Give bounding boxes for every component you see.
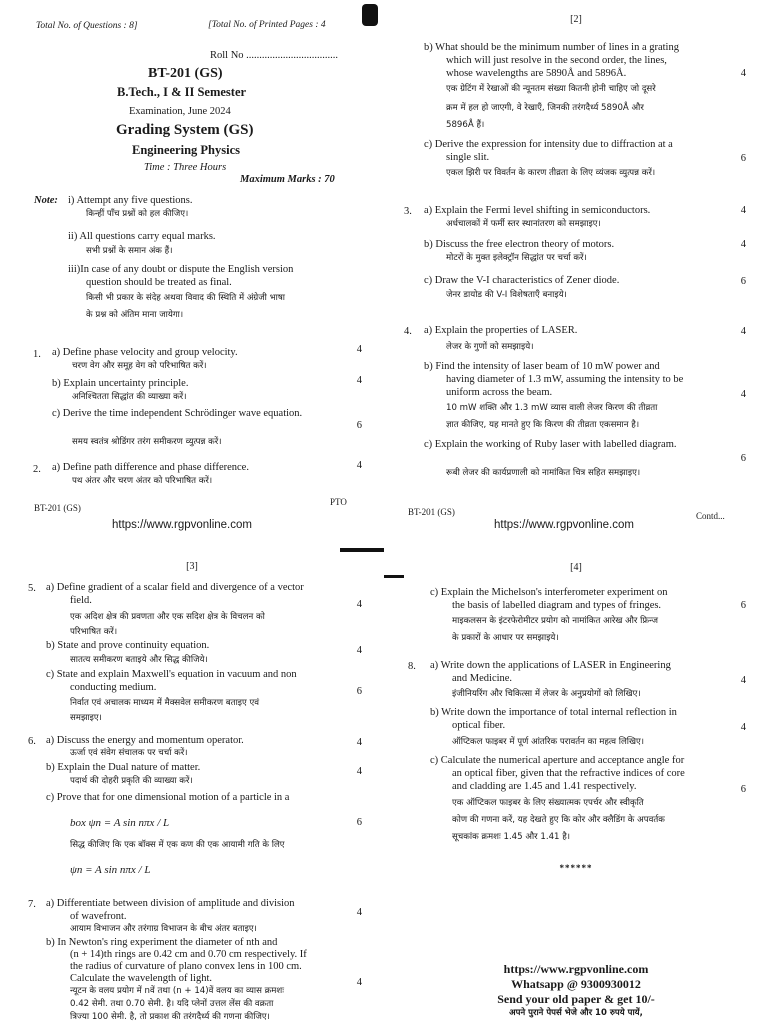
send-paper-line: Send your old paper & get 10/-: [497, 992, 655, 1006]
q8-number: 8.: [408, 661, 416, 672]
q4c-text: c) Explain the working of Ruby laser with labelled diagram.: [424, 439, 677, 450]
q4a-text: a) Explain the properties of LASER.: [424, 325, 578, 336]
q8a-hindi: इंजीनियरिंग और चिकित्सा में लेजर के अनुप्रयोगों को लिखिए।: [452, 689, 641, 699]
grading-system: Grading System (GS): [116, 122, 254, 138]
q4b-line2: having diameter of 1.3 mW, assuming the intensity to be: [446, 374, 684, 385]
page-2: [384, 0, 768, 521]
q5c-line1: c) State and explain Maxwell's equation in vacuum and non: [46, 669, 297, 680]
q7c-line2: the basis of labelled diagram and types of fringes.: [452, 600, 662, 611]
q2b-hindi-3: 5896Å हैं।: [446, 120, 485, 130]
q2c-line1: c) Derive the expression for intensity due to diffraction at a: [424, 139, 673, 150]
q8a-marks: 4: [740, 675, 746, 686]
q2b-line3: whose wavelengths are 5890Å and 5896Å.: [446, 68, 627, 79]
roll-no: Roll No ...................................: [210, 50, 339, 61]
whatsapp-line: Whatsapp @ 9300930012: [511, 977, 641, 991]
q8c-line1: c) Calculate the numerical aperture and acceptance angle for: [430, 755, 685, 766]
q1c-text: c) Derive the time independent Schrödinger wave equation.: [52, 408, 303, 419]
q2b-line1: b) What should be the minimum number of lines in a grating: [424, 42, 679, 53]
q8a-line1: a) Write down the applications of LASER in Engineering: [430, 660, 671, 671]
q3c-marks: 6: [740, 276, 746, 287]
page-number: [3]: [186, 561, 198, 572]
q7c-hindi-1: माइकलसन के इंटरफेरोमीटर प्रयोग को नामांकित आरेख और फ्रिन्ज: [452, 616, 658, 626]
q6b-marks: 4: [356, 766, 362, 777]
q7a-line1: a) Differentiate between division of amplitude and division: [46, 898, 295, 909]
q4a-marks: 4: [740, 326, 746, 337]
q5b-marks: 4: [356, 645, 362, 656]
q2-number: 2.: [33, 464, 41, 475]
q8b-line1: b) Write down the importance of total internal reflection in: [430, 707, 677, 718]
q2c-line2: single slit.: [446, 152, 490, 163]
footer-code: BT-201 (GS): [408, 507, 455, 517]
q7b-hindi-2: 0.42 सेमी. तथा 0.70 सेमी. है। यदि प्लेनों उत्तल लेंस की वक्रता: [70, 999, 274, 1009]
total-questions: Total No. of Questions : 8]: [36, 21, 138, 31]
q8b-marks: 4: [740, 722, 746, 733]
q6a-marks: 4: [356, 737, 362, 748]
q3c-text: c) Draw the V-I characteristics of Zener diode.: [424, 275, 620, 286]
q2c-marks: 6: [740, 153, 746, 164]
q4c-hindi: रूबी लेजर की कार्यप्रणाली को नामांकित चित्र सहित समझाइए।: [446, 468, 641, 478]
contd: Contd...: [696, 511, 725, 521]
q1-number: 1.: [33, 349, 41, 360]
q7a-hindi: आयाम विभाजन और तरंगाग्र विभाजन के बीच अंतर बताइए।: [70, 924, 257, 934]
q2a-marks: 4: [356, 460, 362, 471]
q5a-marks: 4: [356, 599, 362, 610]
q8b-hindi: ऑप्टिकल फाइबर में पूर्ण आंतरिक परावर्तन का महत्व लिखिए।: [452, 737, 645, 747]
max-marks: Maximum Marks : 70: [240, 174, 335, 185]
q4b-hindi-2: ज्ञात कीजिए, यह मानते हुए कि किरण की तीव्रता एकसमान है।: [446, 420, 640, 430]
semester: B.Tech., I & II Semester: [117, 85, 247, 99]
q5c-marks: 6: [356, 686, 362, 697]
q4c-marks: 6: [740, 453, 746, 464]
q2c-hindi: एकल झिरी पर विवर्तन के कारण तीव्रता के लिए व्यंजक व्युत्पन्न करें।: [446, 168, 656, 178]
note-i: i) Attempt any five questions.: [68, 195, 193, 206]
q3b-marks: 4: [740, 239, 746, 250]
q4a-hindi: लेजर के गुणों को समझाइये।: [446, 342, 534, 352]
page-3: [0, 512, 384, 1024]
page-number: [4]: [570, 562, 582, 573]
q7b-hindi-1: न्यूटन के वलय प्रयोग में nवें तथा (n + 14)वें वलय का व्यास क्रमशः: [70, 986, 284, 996]
q8c-hindi-1: एक ऑप्टिकल फाइबर के लिए संख्यात्मक एपर्चर और स्वीकृति: [452, 798, 644, 808]
q2a-text: a) Define path difference and phase difference.: [52, 462, 249, 473]
q5c-line2: conducting medium.: [70, 682, 157, 693]
q4b-marks: 4: [740, 389, 746, 400]
q3c-hindi: जेनर डायोड की V-I विशेषताएँ बनाइये।: [446, 290, 567, 300]
note-ii-hindi: सभी प्रश्नों के समान अंक हैं।: [86, 246, 173, 256]
page-4: [384, 512, 768, 1024]
page-number: [2]: [570, 14, 582, 25]
q7b-line4: Calculate the wavelength of light.: [70, 973, 212, 984]
note-label: Note:: [34, 195, 58, 206]
q2b-hindi-1: एक ग्रेटिंग में रेखाओं की न्यूनतम संख्या कितनी होनी चाहिए जो दूसरे: [446, 84, 656, 94]
q7b-marks: 4: [356, 977, 362, 988]
scan-mark: [362, 4, 378, 26]
q7b-line3: the radius of curvature of plano convex lens in 100 cm.: [70, 961, 302, 972]
page-1: [0, 0, 384, 512]
q6c-hindi: सिद्ध कीजिए कि एक बॉक्स में एक कण की एक आयामी गति के लिए: [70, 840, 285, 850]
footer-code: BT-201 (GS): [34, 503, 81, 513]
q5a-line2: field.: [70, 595, 92, 606]
q6b-text: b) Explain the Dual nature of matter.: [46, 762, 201, 773]
page1-url[interactable]: https://www.rgpvonline.com: [112, 519, 252, 531]
note-iii-hindi-1: किसी भी प्रकार के संदेह अथवा विवाद की स्थिति में अंग्रेजी भाषा: [86, 293, 286, 303]
q7c-marks: 6: [740, 600, 746, 611]
q5-number: 5.: [28, 583, 36, 594]
q2b-hindi-2: क्रम में हल हो जाएगी, वे रेखाएँ, जिनकी तरंगदैर्ध्य 5890Å और: [446, 103, 644, 113]
q8b-line2: optical fiber.: [452, 720, 506, 731]
paper-code: BT-201 (GS): [148, 66, 223, 81]
q5c-hindi-1: निर्वात एवं अचालक माध्यम में मैक्सवेल समीकरण बताइए एवं: [70, 698, 260, 708]
q6c-marks: 6: [356, 817, 362, 828]
total-pages: [Total No. of Printed Pages : 4: [208, 20, 326, 30]
time: Time : Three Hours: [144, 162, 227, 173]
q8c-marks: 6: [740, 784, 746, 795]
q1c-marks: 6: [356, 420, 362, 431]
q3-number: 3.: [404, 206, 412, 217]
q6b-hindi: पदार्थ की दोहरी प्रकृति की व्याख्या करें।: [70, 776, 193, 786]
scan-mark: [340, 548, 384, 552]
q1b-marks: 4: [356, 375, 362, 386]
q6c-box-equation: box ψn = A sin nπx / L: [70, 817, 170, 829]
q3a-text: a) Explain the Fermi level shifting in semiconductors.: [424, 205, 651, 216]
q1a-marks: 4: [356, 344, 362, 355]
q3b-hindi: मोटरों के मुक्त इलेक्ट्रॉन सिद्धांत पर चर्चा करें।: [446, 253, 587, 263]
q8c-hindi-2: कोण की गणना करें, यह देखते हुए कि कोर और क्लैडिंग के अपवर्तक: [452, 815, 665, 825]
q6-number: 6.: [28, 736, 36, 747]
q3a-marks: 4: [740, 205, 746, 216]
end-stars: ******: [559, 863, 593, 873]
q7c-hindi-2: के प्रकारों के आधार पर समझाइये।: [452, 633, 559, 643]
note-iii-hindi-2: के प्रश्न को अंतिम माना जायेगा।: [86, 310, 184, 320]
q2a-hindi: पथ अंतर और चरण अंतर को परिभाषित करें।: [72, 476, 213, 486]
q1c-hindi: समय स्वतंत्र श्रोडिंगर तरंग समीकरण व्युत्पन्न करें।: [72, 437, 222, 447]
q2b-marks: 4: [740, 68, 746, 79]
q6a-text: a) Discuss the energy and momentum operator.: [46, 735, 244, 746]
pto: PTO: [330, 497, 347, 507]
q3b-text: b) Discuss the free electron theory of motors.: [424, 239, 615, 250]
q6c-equation: ψn = A sin nπx / L: [70, 864, 151, 876]
q1b-text: b) Explain uncertainty principle.: [52, 378, 189, 389]
q7b-hindi-3: त्रिज्या 100 सेमी. है, तो प्रकाश की तरंगदैर्ध्य की गणना कीजिए।: [70, 1012, 270, 1022]
q7a-line2: of wavefront.: [70, 911, 127, 922]
note-ii: ii) All questions carry equal marks.: [68, 231, 216, 242]
q8c-hindi-3: सूचकांक क्रमशः 1.45 और 1.41 है।: [452, 832, 571, 842]
page2-url[interactable]: https://www.rgpvonline.com: [494, 519, 634, 531]
q4b-line1: b) Find the intensity of laser beam of 10 mW power and: [424, 361, 660, 372]
footer-url[interactable]: https://www.rgpvonline.com: [503, 962, 649, 976]
q6a-hindi: ऊर्जा एवं संवेग संचालक पर चर्चा करें।: [70, 748, 188, 758]
q4b-line3: uniform across the beam.: [446, 387, 553, 398]
q8c-line3: and cladding are 1.45 and 1.41 respectively.: [452, 781, 637, 792]
q5a-line1: a) Define gradient of a scalar field and divergence of a vector: [46, 582, 304, 593]
q7b-line2: (n + 14)th rings are 0.42 cm and 0.70 cm respectively. If: [70, 949, 307, 960]
q8c-line2: an optical fiber, given that the refractive indices of core: [452, 768, 685, 779]
q2b-line2: which will just resolve in the second order, the lines,: [446, 55, 667, 66]
subject: Engineering Physics: [132, 143, 240, 157]
q7c-line1: c) Explain the Michelson's interferometer experiment on: [430, 587, 668, 598]
note-iii-line1: iii)In case of any doubt or dispute the English version: [68, 264, 294, 275]
q5a-hindi-1: एक अदिश क्षेत्र की प्रवणता और एक सदिश क्षेत्र के विचलन को: [70, 612, 265, 622]
q8a-line2: and Medicine.: [452, 673, 513, 684]
q6c-text: c) Prove that for one dimensional motion of a particle in a: [46, 792, 290, 803]
q5a-hindi-2: परिभाषित करें।: [70, 627, 118, 637]
q5b-hindi: सातत्य समीकरण बताइये और सिद्ध कीजिये।: [70, 655, 208, 665]
q5c-hindi-2: समझाइए।: [70, 713, 102, 723]
q4b-hindi-1: 10 mW शक्ति और 1.3 mW व्यास वाली लेजर किरण की तीव्रता: [446, 403, 658, 413]
send-paper-hindi: अपने पुराने पेपर्स भेजे और 10 रुपये पायें,: [509, 1008, 643, 1018]
q1b-hindi: अनिश्चितता सिद्धांत की व्याख्या करें।: [72, 392, 187, 402]
note-iii-line2: question should be treated as final.: [86, 277, 232, 288]
q4-number: 4.: [404, 326, 412, 337]
q3a-hindi: अर्धचालकों में फर्मी स्तर स्थानांतरण को समझाइए।: [446, 219, 601, 229]
scan-mark: [384, 575, 404, 578]
q7-number: 7.: [28, 899, 36, 910]
q1a-text: a) Define phase velocity and group velocity.: [52, 347, 238, 358]
q7a-marks: 4: [356, 907, 362, 918]
q7b-line1: b) In Newton's ring experiment the diameter of nth and: [46, 937, 278, 948]
q1a-hindi: चरण वेग और समूह वेग को परिभाषित करें।: [72, 361, 207, 371]
note-i-hindi: किन्हीं पाँच प्रश्नों को हल कीजिए।: [86, 209, 189, 219]
q5b-text: b) State and prove continuity equation.: [46, 640, 210, 651]
exam-session: Examination, June 2024: [129, 106, 231, 117]
